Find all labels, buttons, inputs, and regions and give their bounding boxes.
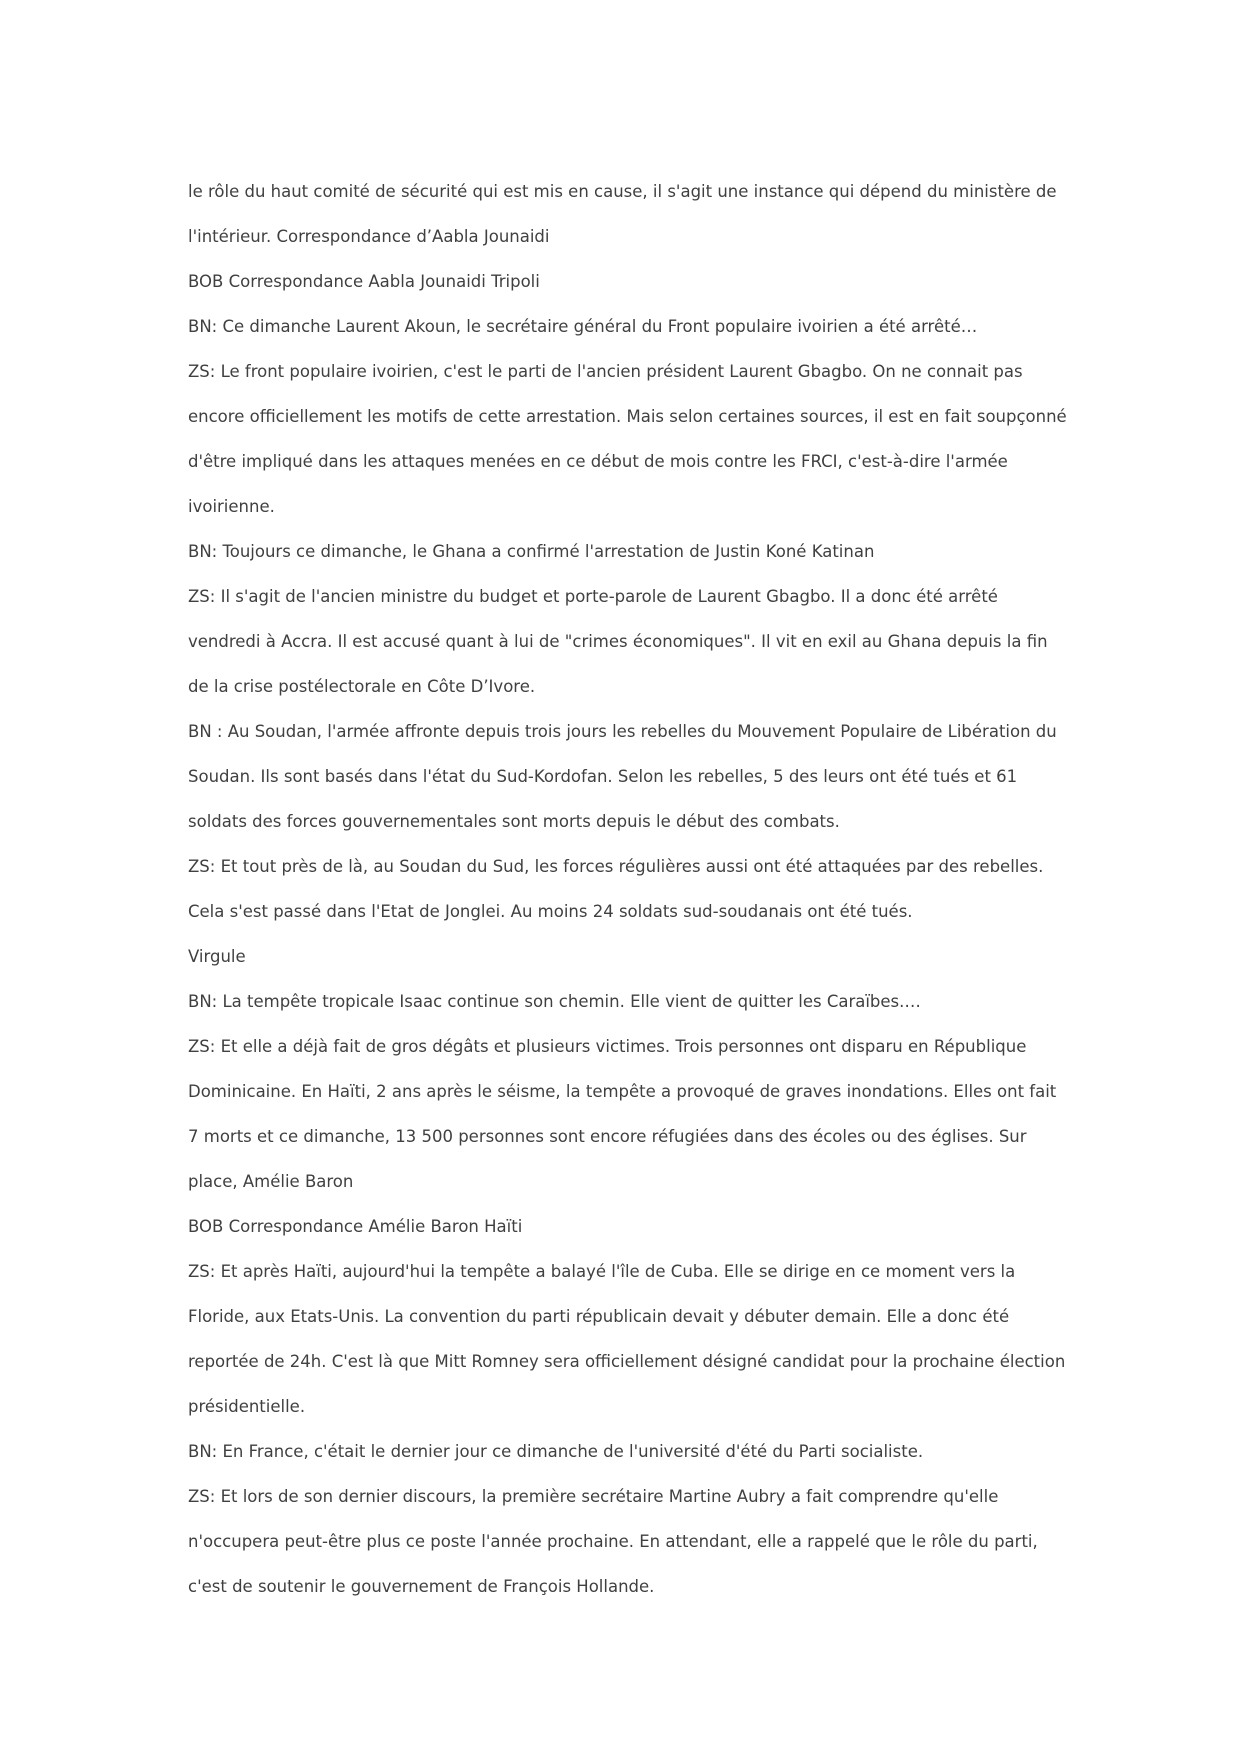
- text-line: BN: En France, c'était le dernier jour ce dimanche de l'université d'été du Parti socialiste.: [188, 1442, 924, 1461]
- text-line: ZS: Et lors de son dernier discours, la première secrétaire Martine Aubry a fait comprendre qu'elle: [188, 1487, 999, 1506]
- text-line: Dominicaine. En Haïti, 2 ans après le séisme, la tempête a provoqué de graves inondations. Elles ont fait: [188, 1082, 1057, 1101]
- text-line: le rôle du haut comité de sécurité qui est mis en cause, il s'agit une instance qui dépend du ministère de: [188, 182, 1057, 201]
- text-line: c'est de soutenir le gouvernement de François Hollande.: [188, 1577, 655, 1596]
- text-line: n'occupera peut-être plus ce poste l'année prochaine. En attendant, elle a rappelé que le rôle du parti,: [188, 1532, 1038, 1551]
- text-line: BOB Correspondance Amélie Baron Haïti: [188, 1217, 523, 1236]
- text-line: encore officiellement les motifs de cette arrestation. Mais selon certaines sources, il est en fait soupçonné: [188, 407, 1067, 426]
- text-line: ZS: Le front populaire ivoirien, c'est le parti de l'ancien président Laurent Gbagbo. On ne connait pas: [188, 362, 1023, 381]
- text-line: BN: Toujours ce dimanche, le Ghana a confirmé l'arrestation de Justin Koné Katinan: [188, 542, 875, 561]
- text-line: Virgule: [188, 947, 246, 966]
- text-line: présidentielle.: [188, 1397, 306, 1416]
- text-line: vendredi à Accra. Il est accusé quant à lui de "crimes économiques". Il vit en exil au Ghana depuis la fin: [188, 632, 1048, 651]
- text-line: ZS: Et elle a déjà fait de gros dégâts et plusieurs victimes. Trois personnes ont disparu en République: [188, 1037, 1027, 1056]
- text-line: Floride, aux Etats-Unis. La convention du parti républicain devait y débuter demain. Elle a donc été: [188, 1307, 1010, 1326]
- text-line: de la crise postélectorale en Côte D’Ivore.: [188, 677, 536, 696]
- text-line: 7 morts et ce dimanche, 13 500 personnes sont encore réfugiées dans des écoles ou des églises. Sur: [188, 1127, 1027, 1146]
- text-line: Cela s'est passé dans l'Etat de Jonglei. Au moins 24 soldats sud-soudanais ont été tués.: [188, 902, 913, 921]
- text-line: place, Amélie Baron: [188, 1172, 354, 1191]
- text-line: l'intérieur. Correspondance d’Aabla Jounaidi: [188, 227, 550, 246]
- transcript-text: [188, 169, 1068, 1609]
- text-line: BN: Ce dimanche Laurent Akoun, le secrétaire général du Front populaire ivoirien a été arrêté…: [188, 317, 978, 336]
- text-line: soldats des forces gouvernementales sont morts depuis le début des combats.: [188, 812, 840, 831]
- text-line: BN : Au Soudan, l'armée affronte depuis trois jours les rebelles du Mouvement Populaire de Libération du: [188, 722, 1057, 741]
- text-line: ZS: Et tout près de là, au Soudan du Sud, les forces régulières aussi ont été attaquées par des rebelles.: [188, 857, 1044, 876]
- text-line: BOB Correspondance Aabla Jounaidi Tripoli: [188, 272, 540, 291]
- text-line: Soudan. Ils sont basés dans l'état du Sud-Kordofan. Selon les rebelles, 5 des leurs ont été tués et 61: [188, 767, 1018, 786]
- text-line: reportée de 24h. C'est là que Mitt Romney sera officiellement désigné candidat pour la prochaine élection: [188, 1352, 1066, 1371]
- text-line: ZS: Il s'agit de l'ancien ministre du budget et porte-parole de Laurent Gbagbo. Il a donc été arrêté: [188, 587, 998, 606]
- text-line: BN: La tempête tropicale Isaac continue son chemin. Elle vient de quitter les Caraïbes.…: [188, 992, 921, 1011]
- text-line: ivoirienne.: [188, 497, 275, 516]
- text-line: d'être impliqué dans les attaques menées en ce début de mois contre les FRCI, c'est-à-dire l'armée: [188, 452, 1008, 471]
- text-line: ZS: Et après Haïti, aujourd'hui la tempête a balayé l'île de Cuba. Elle se dirige en ce moment vers la: [188, 1262, 1016, 1281]
